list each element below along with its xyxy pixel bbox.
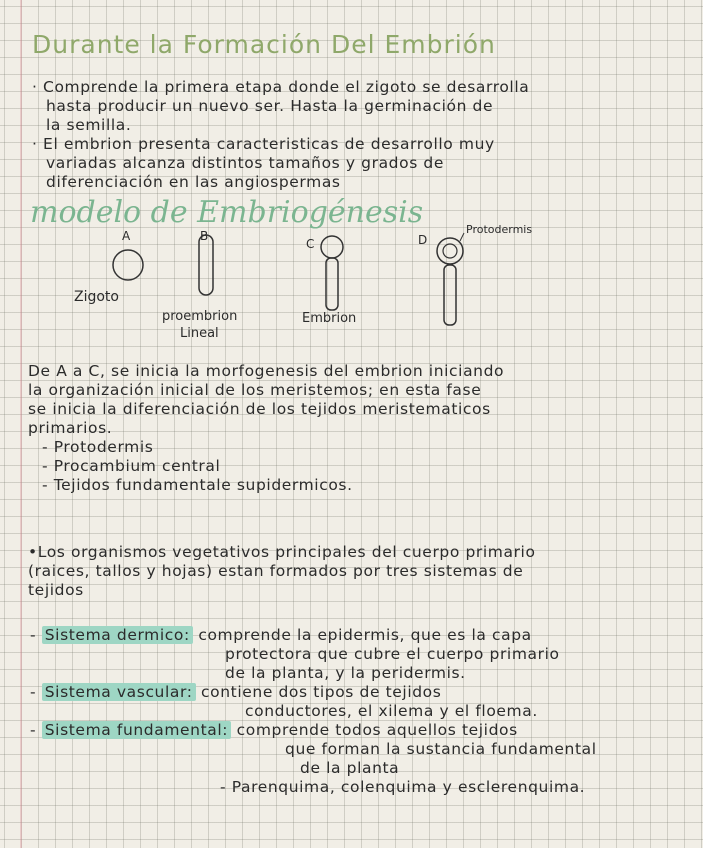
zygote-shape: [113, 250, 143, 280]
morfo-list-item: - Tejidos fundamentale supidermicos.: [42, 476, 353, 494]
label-c: C: [306, 237, 315, 251]
label-protodermis: Protodermis: [466, 223, 533, 236]
morfo-list-item: - Protodermis: [42, 438, 154, 456]
morfo-line: la organización inicial de los meristemos; en esta fase: [28, 381, 482, 399]
embryogenesis-diagram: [60, 225, 620, 355]
intro-line: variadas alcanza distintos tamaños y grados de: [46, 154, 444, 172]
label-b: B: [200, 229, 209, 243]
sistema-dermico-text: comprende la epidermis, que es la capa: [192, 626, 532, 644]
morfo-line: De A a C, se inicia la morfogenesis del embrion iniciando: [28, 362, 505, 380]
intro-line: hasta producir un nuevo ser. Hasta la germinación de: [46, 97, 494, 115]
morphogenesis-section: [28, 362, 504, 495]
sistema-vascular-text: conductores, el xilema y el floema.: [245, 702, 538, 720]
label-a: A: [122, 229, 131, 243]
morfo-line: se inicia la diferenciación de los tejidos meristematicos: [28, 400, 491, 418]
sistema-fundamental-text: comprende todos aquellos tejidos: [231, 721, 518, 739]
systems-section: - Sistema dermico: comprende la epidermis, que es la capa protectora que cubre el cuerpo primario de la planta, y la peridermis. - Sistema vascular: contiene dos tipos de tejidos conductores, el xilema y el floema. - Sistema fundamental: comprende todos aquellos tejidos que forman la sustancia fundamental de la planta - Parenquima, colenquima y esclerenquima.: [30, 626, 597, 796]
proembryo-shape: [199, 235, 213, 295]
sistema-vascular-label: Sistema vascular:: [42, 683, 196, 701]
embryo-d-outer-shape: [437, 238, 463, 264]
organs-line: tejidos: [28, 581, 84, 599]
sistema-fundamental-text: que forman la sustancia fundamental: [285, 740, 597, 758]
diagram-drawing: [60, 225, 620, 355]
sistema-fundamental-text: de la planta: [300, 759, 400, 777]
morfo-line: primarios.: [28, 419, 113, 437]
organs-line: (raices, tallos y hojas) estan formados por tres sistemas de: [28, 562, 524, 580]
embryo-head-shape: [321, 236, 343, 258]
embryo-d-inner-shape: [443, 244, 457, 258]
intro-line: diferenciación en las angiospermas: [46, 173, 341, 191]
morfo-list-item: - Procambium central: [42, 457, 221, 475]
organs-line: •Los organismos vegetativos principales del cuerpo primario: [28, 543, 536, 561]
organs-section: [28, 543, 536, 600]
sistema-dermico-text: de la planta, y la peridermis.: [225, 664, 466, 682]
sistema-dermico-label: Sistema dermico:: [42, 626, 193, 644]
sistema-fundamental-label: Sistema fundamental:: [42, 721, 231, 739]
label-zigoto: Zigoto: [74, 289, 119, 305]
embryo-body-shape: [326, 258, 338, 310]
label-embrion: Embrion: [302, 311, 357, 326]
embryo-d-body-shape: [444, 265, 456, 325]
label-proembrion: proembrion: [162, 309, 238, 324]
label-lineal: Lineal: [180, 326, 219, 341]
sistema-dermico-text: protectora que cubre el cuerpo primario: [225, 645, 560, 663]
intro-line: la semilla.: [46, 116, 132, 134]
parenquima-list-item: - Parenquima, colenquima y esclerenquima.: [220, 778, 586, 796]
page-title: Durante la Formación Del Embrión: [32, 30, 496, 59]
intro-line: · Comprende la primera etapa donde el zigoto se desarrolla: [32, 78, 530, 96]
sistema-vascular-text: contiene dos tipos de tejidos: [195, 683, 442, 701]
intro-line: · El embrion presenta caracteristicas de desarrollo muy: [32, 135, 495, 153]
intro-section: [32, 78, 529, 192]
protodermis-pointer: [460, 233, 464, 241]
page-margin-line: [20, 0, 22, 848]
label-d: D: [418, 233, 428, 247]
model-title: modelo de Embriogénesis: [30, 195, 424, 230]
